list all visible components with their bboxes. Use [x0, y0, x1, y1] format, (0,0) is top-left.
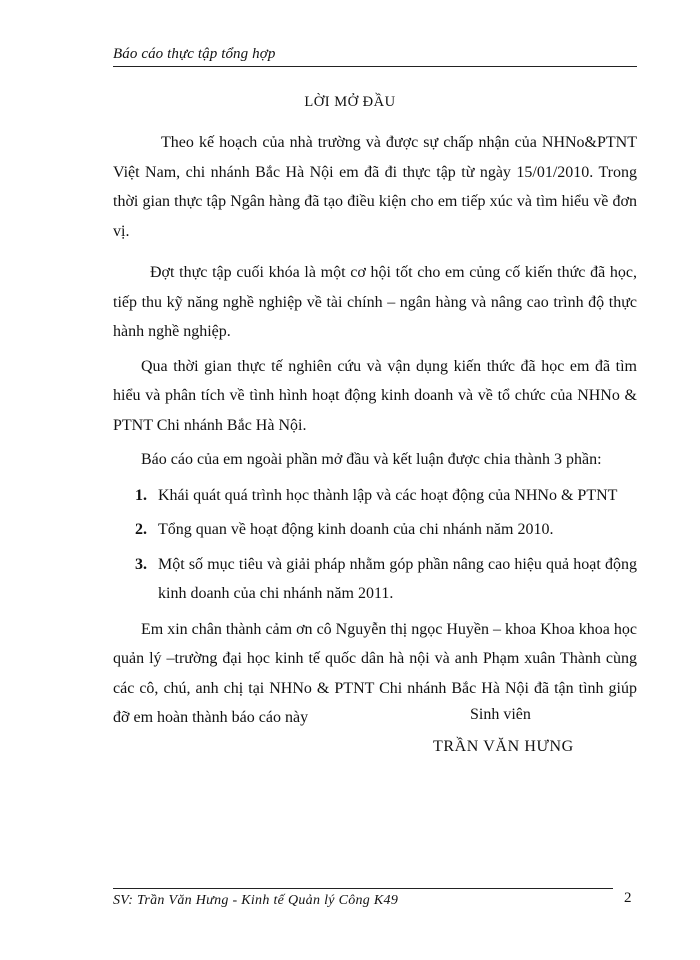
- list-item-text: Tổng quan về hoạt động kinh doanh của chi nhánh năm 2010.: [158, 521, 554, 538]
- paragraph-acknowledgement: Em xin chân thành cảm ơn cô Nguyễn thị ngọc Huyền – khoa Khoa khoa học quản lý –trường đại học kinh tế quốc dân hà nội và anh Phạm xuân Thành cùng các cô, chú, anh chị tại NHNo & PTNT Chi nhánh Bắc Hà Nội đã tận tình giúp đỡ em hoàn thành báo cáo này: [113, 620, 637, 726]
- page-title: LỜI MỞ ĐẦU: [304, 94, 396, 110]
- footer-divider: [113, 888, 613, 889]
- signature-role: Sinh viên: [470, 706, 531, 723]
- list-item-number: 3.: [135, 555, 147, 573]
- document-body: [113, 128, 637, 733]
- list-item-number: 2.: [135, 521, 147, 538]
- signature-name: TRẦN VĂN HƯNG: [433, 738, 574, 755]
- list-item: [113, 550, 637, 609]
- paragraph-report-structure: Báo cáo của em ngoài phần mở đầu và kết luận được chia thành 3 phần:: [141, 451, 602, 468]
- page-number: 2: [624, 890, 632, 906]
- header-divider: [113, 66, 637, 67]
- report-sections-list: [113, 481, 637, 609]
- list-item: [113, 515, 637, 545]
- running-header-title: Báo cáo thực tập tổng hợp: [113, 46, 276, 62]
- list-item-text: Khái quát quá trình học thành lập và các hoạt động của NHNo & PTNT: [158, 486, 618, 504]
- paragraph-research: Qua thời gian thực tế nghiên cứu và vận dụng kiến thức đã học em đã tìm hiểu và phân tích về tình hình hoạt động kinh doanh và về tổ chức của NHNo & PTNT Chi nhánh Bắc Hà Nội.: [113, 357, 637, 434]
- list-item-number: 1.: [135, 486, 147, 504]
- running-footer-text: SV: Trần Văn Hưng - Kinh tế Quản lý Công K49: [113, 893, 399, 908]
- paragraph-intro: Theo kế hoạch của nhà trường và được sự chấp nhận của NHNo&PTNT Việt Nam, chi nhánh Bắc Hà Nội em đã đi thực tập từ ngày 15/01/2010. Trong thời gian thực tập Ngân hàng đã tạo điều kiện cho em tiếp xúc và tìm hiểu về đơn vị.: [113, 134, 637, 240]
- list-item-text: Một số mục tiêu và giải pháp nhằm góp phần nâng cao hiệu quả hoạt động kinh doanh của chi nhánh năm 2011.: [158, 555, 637, 602]
- paragraph-internship: Đợt thực tập cuối khóa là một cơ hội tốt cho em củng cố kiến thức đã học, tiếp thu kỹ năng nghề nghiệp về tài chính – ngân hàng và nâng cao trình độ thực hành nghề nghiệp.: [113, 264, 637, 340]
- list-item: [113, 481, 637, 511]
